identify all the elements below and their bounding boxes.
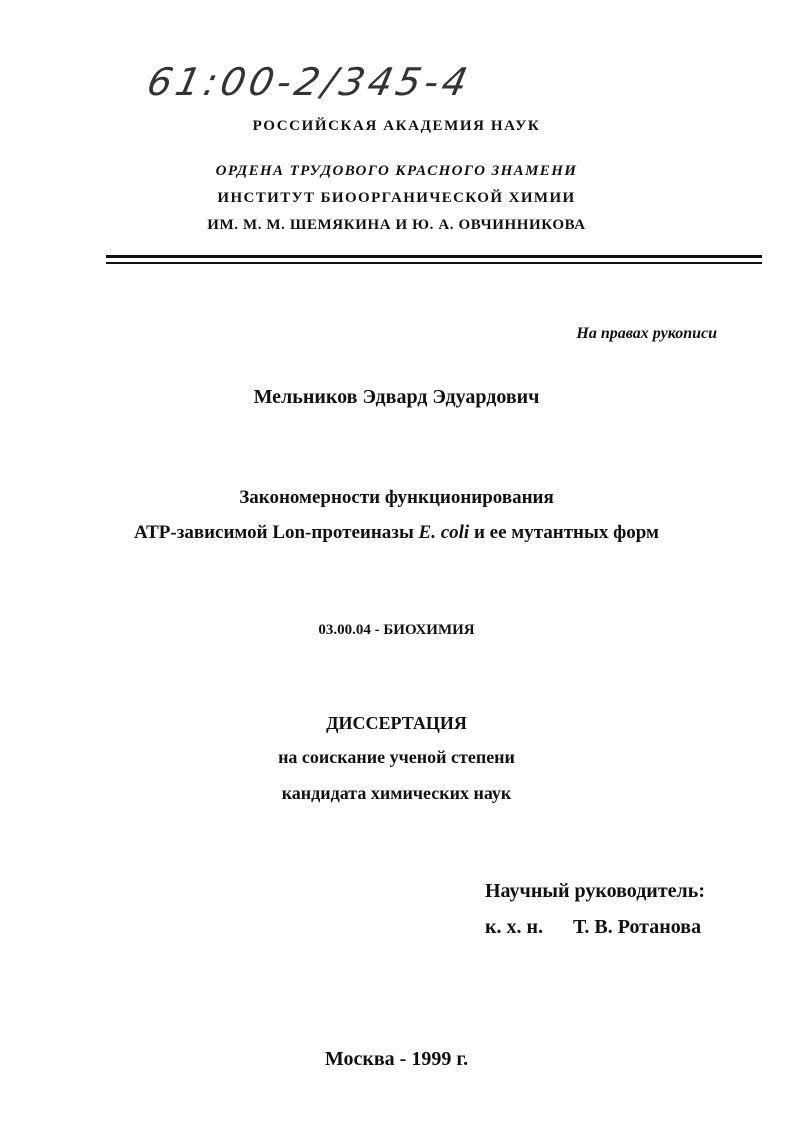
supervisor-label: Научный руководитель:: [485, 880, 705, 902]
thesis-title-line-1: Закономерности функционирования: [239, 487, 554, 508]
header-divider-thick: [106, 255, 762, 258]
supervisor-degree: к. х. н.: [485, 916, 544, 938]
dissertation-degree: кандидата химических наук: [281, 783, 512, 803]
species-name: E. coli: [418, 522, 470, 543]
title-prefix: АТР-зависимой Lon-протеиназы: [134, 522, 419, 543]
academy-name: РОССИЙСКАЯ АКАДЕМИЯ НАУК: [252, 118, 541, 134]
dissertation-purpose: на соискание ученой степени: [278, 747, 515, 767]
institute-name: ИНСТИТУТ БИООРГАНИЧЕСКОЙ ХИМИИ: [217, 190, 576, 206]
specialty-code: 03.00.04 - БИОХИМИЯ: [318, 622, 475, 638]
thesis-title-line-2: [0, 522, 793, 544]
order-name: ОРДЕНА ТРУДОВОГО КРАСНОГО ЗНАМЕНИ: [215, 163, 578, 179]
city-year: Москва - 1999 г.: [324, 1048, 469, 1070]
dissertation-label: ДИССЕРТАЦИЯ: [326, 713, 467, 733]
handwritten-archive-code: 61:00-2/345-4: [143, 60, 476, 104]
supervisor-line: [485, 916, 701, 939]
author-name: Мельников Эдвард Эдуардович: [253, 386, 540, 408]
supervisor-name: Т. В. Ротанова: [573, 916, 702, 938]
title-suffix: и ее мутантных форм: [469, 522, 659, 543]
rights-note: На правах рукописи: [576, 325, 717, 342]
institute-named-after: ИМ. М. М. ШЕМЯКИНА И Ю. А. ОВЧИННИКОВА: [207, 217, 586, 233]
header-divider-thin: [106, 262, 762, 264]
